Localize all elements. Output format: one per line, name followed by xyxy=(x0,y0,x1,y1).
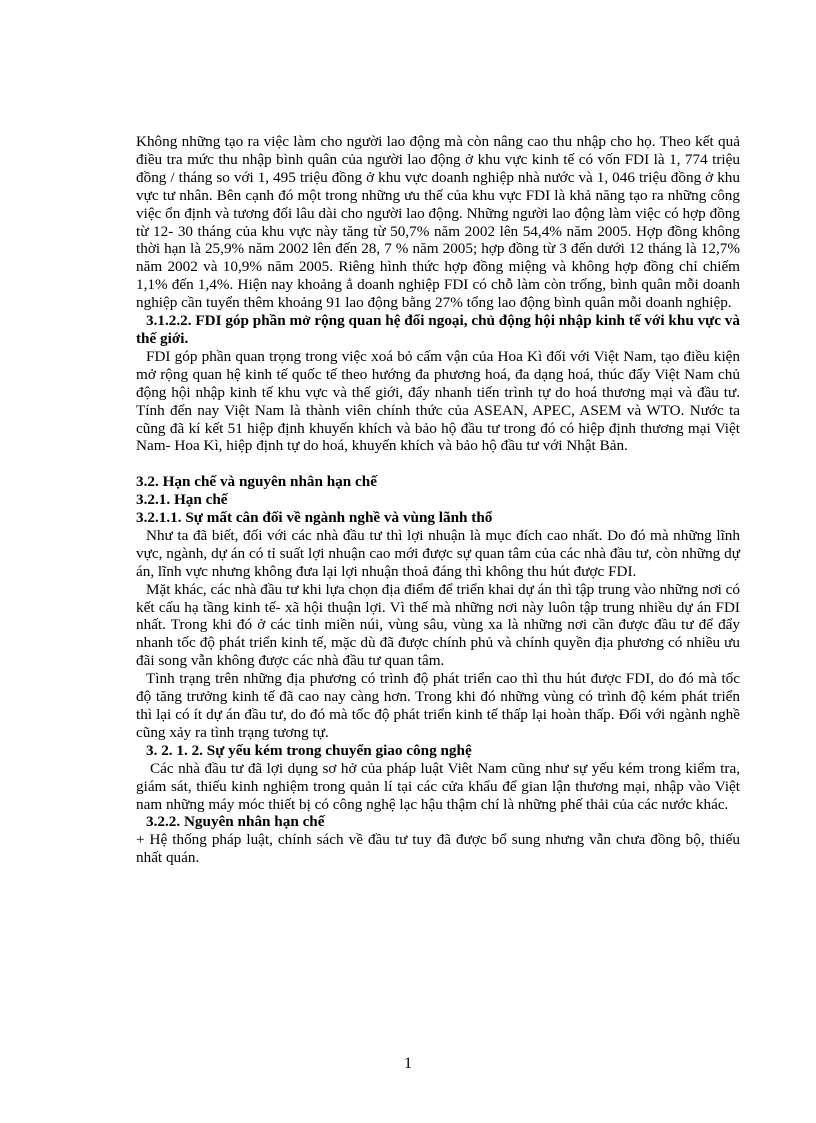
paragraph-income: Không những tạo ra việc làm cho người lao động mà còn nâng cao thu nhập cho họ. Theo kết quả điều tra mức thu nhập bình quân của người lao động ở khu vực kinh tế có vốn FDI là 1, 774 triệu đồng / tháng so với 1, 495 triệu đồng ở khu vực doanh nghiệp nhà nước và 1, 046 triệu đồng ở khu vực tư nhân. Bên cạnh đó một trong những ưu thế của khu vực FDI là khả năng tạo ra những công việc ổn định và tương đối lâu dài cho người lao động. Những người lao động làm việc có hợp đồng từ 12- 30 tháng của khu vực này tăng từ 50,7% năm 2002 lên 54,4% năm 2005. Hợp đồng không thời hạn là 25,9% năm 2002 lên đến 28, 7 % năm 2005; hợp đồng từ 3 đến dưới 12 tháng là 12,7% năm 2002 và 10,9% năm 2005. Riêng hình thức hợp đồng miệng và không hợp đồng chỉ chiếm 1,1% đến 1,4%. Hiện nay khoảng ẳ doanh nghiệp FDI có chỗ làm còn trống, bình quân mỗi doanh nghiệp cần tuyển thêm khoảng 91 lao động bằng 27% tổng lao động bình quân mỗi doanh nghiệp. xyxy=(136,133,740,312)
section-heading-3-1-2-2: 3.1.2.2. FDI góp phần mở rộng quan hệ đối ngoại, chủ động hội nhập kinh tế với khu vực và thế giới. xyxy=(136,312,740,347)
paragraph-legal-system: + Hệ thống pháp luật, chính sách về đầu tư tuy đã được bổ sung nhưng vẫn chưa đồng bộ, thiếu nhất quán. xyxy=(136,831,740,867)
section-heading-3-2-2: 3.2.2. Nguyên nhân hạn chế xyxy=(146,813,325,831)
paragraph-imbalance: Tình trạng trên những địa phương có trình độ phát triển cao thì thu hút được FDI, do đó mà tốc độ tăng trưởng kinh tế đã cao nay càng hơn. Trong khi đó những vùng có trình độ kém phát triển thì lại có ít dự án đầu tư, do đó mà tốc độ phát triển kinh tế thấp lại hoàn thấp. Đối với ngành nghề cũng xảy ra tình trạng tương tự. xyxy=(136,670,740,741)
blank-line xyxy=(136,455,740,473)
paragraph-profit: Như ta đã biết, đối với các nhà đầu tư thì lợi nhuận là mục đích cao nhất. Do đó mà những lĩnh vực, ngành, dự án có tỉ suất lợi nhuận cao mới được sự quan tâm của các nhà đầu tư, còn những dự án, lĩnh vực nhưng không đưa lại lợi nhuận thoả đáng thì không thu hút được FDI. xyxy=(136,526,740,580)
paragraph-fdi-integration: FDI góp phần quan trọng trong việc xoá bỏ cấm vận của Hoa Kì đối với Việt Nam, tạo điều kiện mở rộng quan hệ kinh tế quốc tế theo hướng đa phương hoá, đa dạng hoá, thúc đẩy Việt Nam chủ động hội nhập kinh tế khu vực và thế giới, đẩy nhanh tiến trình tự do hoá thương mại và đầu tư. Tính đến nay Việt Nam là thành viên chính thức của ASEAN, APEC, ASEM và WTO. Nước ta cũng đã kí kết 51 hiệp định khuyến khích và bảo hộ đầu tư trong đó có hiệp định thương mại Việt Nam- Hoa Kì, hiệp định tự do hoá, khuyến khích và bảo hộ đầu tư với Nhật Bản. xyxy=(136,347,740,455)
paragraph-technology: Các nhà đầu tư đã lợi dụng sơ hở của pháp luật Viêt Nam cũng như sự yếu kém trong kiểm tra, giám sát, thiếu kinh nghiệm trong quản lí tại các cửa khẩu để gian lận thương mại, nhập vào Việt nam những máy móc thiết bị có công nghệ lạc hậu thậm chí là những phế thải của các nước khác. xyxy=(136,759,740,813)
page-number: 1 xyxy=(404,1055,412,1072)
section-heading-3-2-1-2: 3. 2. 1. 2. Sự yếu kém trong chuyển giao công nghệ xyxy=(146,741,472,759)
section-heading-3-2-1: 3.2.1. Hạn chế xyxy=(136,491,228,509)
page-body xyxy=(136,133,740,867)
paragraph-location: Mặt khác, các nhà đầu tư khi lựa chọn địa điểm để triển khai dự án thì tập trung vào những nơi có kết cấu hạ tầng kinh tế- xã hội thuận lợi. Vì thế mà những nơi này luôn tập trung nhiều dự án FDI nhất. Trong khi đó ở các tỉnh miền núi, vùng sâu, vùng xa là những nơi cần được đầu tư để đẩy nhanh tốc độ phát triển kinh tế, mặc dù đã được chính phủ và chính quyền địa phương có nhiều ưu đãi song vẫn không được các nhà đầu tư quan tâm. xyxy=(136,580,740,670)
section-heading-3-2: 3.2. Hạn chế và nguyên nhân hạn chế xyxy=(136,473,377,491)
section-heading-3-2-1-1: 3.2.1.1. Sự mất cân đối về ngành nghề và vùng lãnh thổ xyxy=(136,509,493,527)
